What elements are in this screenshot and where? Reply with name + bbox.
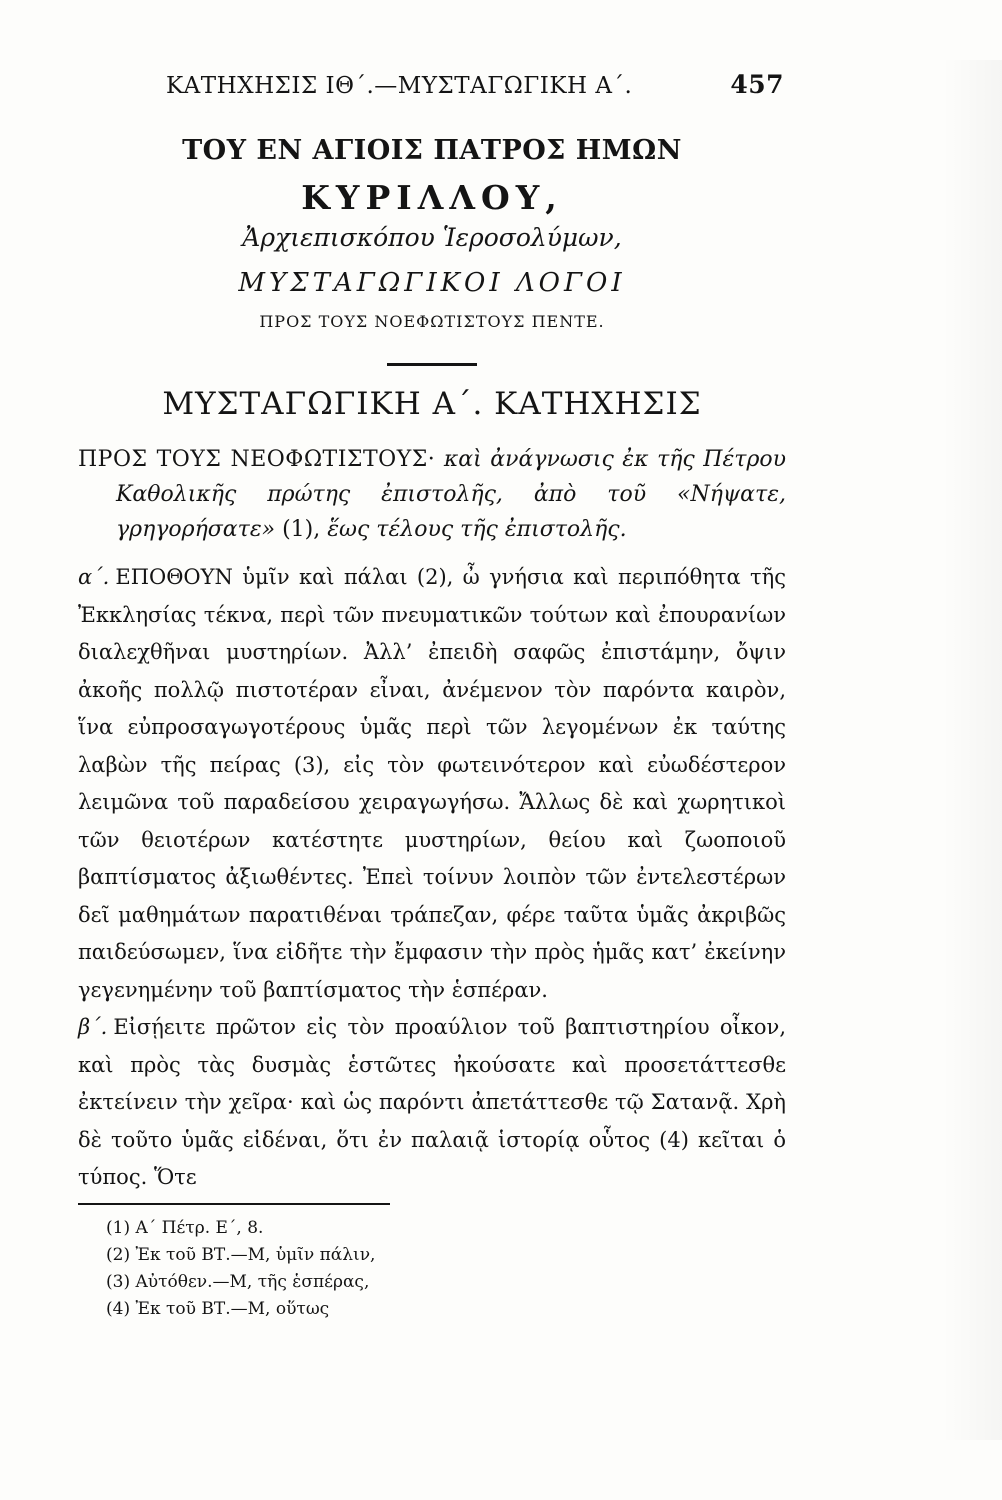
heading-subtitle: Ἀρχιεπισκόπου Ἱεροσολύμων, [242, 223, 622, 252]
intro-end: ἕως τέλους τῆς ἐπιστολῆς. [327, 517, 627, 542]
heading-line1: ΤΟΥ ΕΝ ΑΓΙΟΙΣ ΠΑΤΡΟΣ ΗΜΩΝ [182, 135, 682, 166]
running-head-title: ΚΑΤΗΧΗΣΙΣ ΙΘ΄.—ΜΥΣΤΑΓΩΓΙΚΗ Α΄. [166, 73, 633, 99]
running-head [78, 70, 786, 99]
heading-small-caption: ΠΡΟΣ ΤΟΥΣ ΝΟΕΦΩΤΙΣΤΟΥΣ ΠΕΝΤΕ. [259, 312, 605, 331]
heading-author-name: ΚΥΡΙΛΛΟΥ, [301, 178, 563, 217]
intro-reference: (1), [275, 517, 328, 542]
footnote-3: (3) Αὐτόθεν.—Μ, τῆς ἑσπέρας, [106, 1271, 370, 1292]
footnote-4: (4) Ἐκ τοῦ ΒΤ.—Μ, οὕτως [106, 1298, 330, 1319]
page-edge-shadow [942, 60, 1002, 1440]
intro-italic: καὶ ἀνάγνωσις ἐκ τῆς Πέτρου Καθολικῆς πρώτης ἐπιστολῆς, ἀπὸ τοῦ «Νήψατε, γρηγορήσατε» [116, 447, 786, 542]
paragraph-text: Εἰσῄειτε πρῶτον εἰς τὸν προαύλιον τοῦ βαπτιστηρίου οἶκον, καὶ πρὸς τὰς δυσμὰς ἑστῶτες ἠκούσατε καὶ προσετάττεσθε ἐκτείνειν τὴν χεῖρα· καὶ ὡς παρόντι ἀπετάττεσθε τῷ Σατανᾷ. Χρὴ δὲ τοῦτο ὑμᾶς εἰδέναι, ὅτι ἐν παλαιᾷ ἱστορίᾳ οὗτος (4) κεῖται ὁ τύπος. Ὅτε [78, 1015, 786, 1189]
paragraph-beta [78, 1009, 786, 1197]
paragraph-number: β΄. [78, 1015, 108, 1039]
catechesis-intro [78, 442, 786, 547]
footnotes [78, 1215, 786, 1323]
footnote-2: (2) Ἐκ τοῦ ΒΤ.—Μ, ὑμῖν πάλιν, [106, 1244, 376, 1265]
footnote-rule [78, 1203, 390, 1205]
paragraph-alpha [78, 559, 786, 1009]
body-text [78, 559, 786, 1197]
heading-logoi: ΜΥΣΤΑΓΩΓΙΚΟΙ ΛΟΓΟΙ [238, 268, 626, 298]
footnote-1: (1) Α΄ Πέτρ. Ε΄, 8. [106, 1217, 264, 1238]
section-divider [387, 363, 477, 366]
book-page [78, 70, 786, 1323]
page-number: 457 [730, 70, 784, 99]
catechesis-title: ΜΥΣΤΑΓΩΓΙΚΗ Α΄. ΚΑΤΗΧΗΣΙΣ [162, 386, 702, 422]
intro-caps: ΠΡΟΣ ΤΟΥΣ ΝΕΟΦΩΤΙΣΤΟΥΣ· [78, 447, 436, 472]
paragraph-number: α΄. [78, 565, 110, 589]
paragraph-text: ΕΠΟΘΟΥΝ ὑμῖν καὶ πάλαι (2), ὦ γνήσια καὶ περιπόθητα τῆς Ἐκκλησίας τέκνα, περὶ τῶν πνευματικῶν τούτων καὶ ἐπουρανίων διαλεχθῆναι μυστηρίων. Ἀλλ’ ἐπειδὴ σαφῶς ἐπιστάμην, ὄψιν ἀκοῆς πολλῷ πιστοτέραν εἶναι, ἀνέμενον τὸν παρόντα καιρὸν, ἵνα εὐπροσαγωγοτέρους ὑμᾶς περὶ τῶν λεγομένων ἐκ ταύτης λαβὼν τῆς πείρας (3), εἰς τὸν φωτεινότερον καὶ εὐωδέστερον λειμῶνα τοῦ παραδείσου χειραγωγήσω. Ἄλλως δὲ καὶ χωρητικοὶ τῶν θειοτέρων κατέστητε μυστηρίων, θείου καὶ ζωοποιοῦ βαπτίσματος ἀξιωθέντες. Ἐπεὶ τοίνυν λοιπὸν τῶν ἐντελεστέρων δεῖ μαθημάτων παρατιθέναι τράπεζαν, φέρε ταῦτα ὑμᾶς ἀκριβῶς παιδεύσωμεν, ἵνα εἰδῆτε τὴν ἔμφασιν τὴν πρὸς ἡμᾶς κατ’ ἐκείνην γεγενημένην τοῦ βαπτίσματος τὴν ἑσπέραν. [78, 565, 786, 1002]
